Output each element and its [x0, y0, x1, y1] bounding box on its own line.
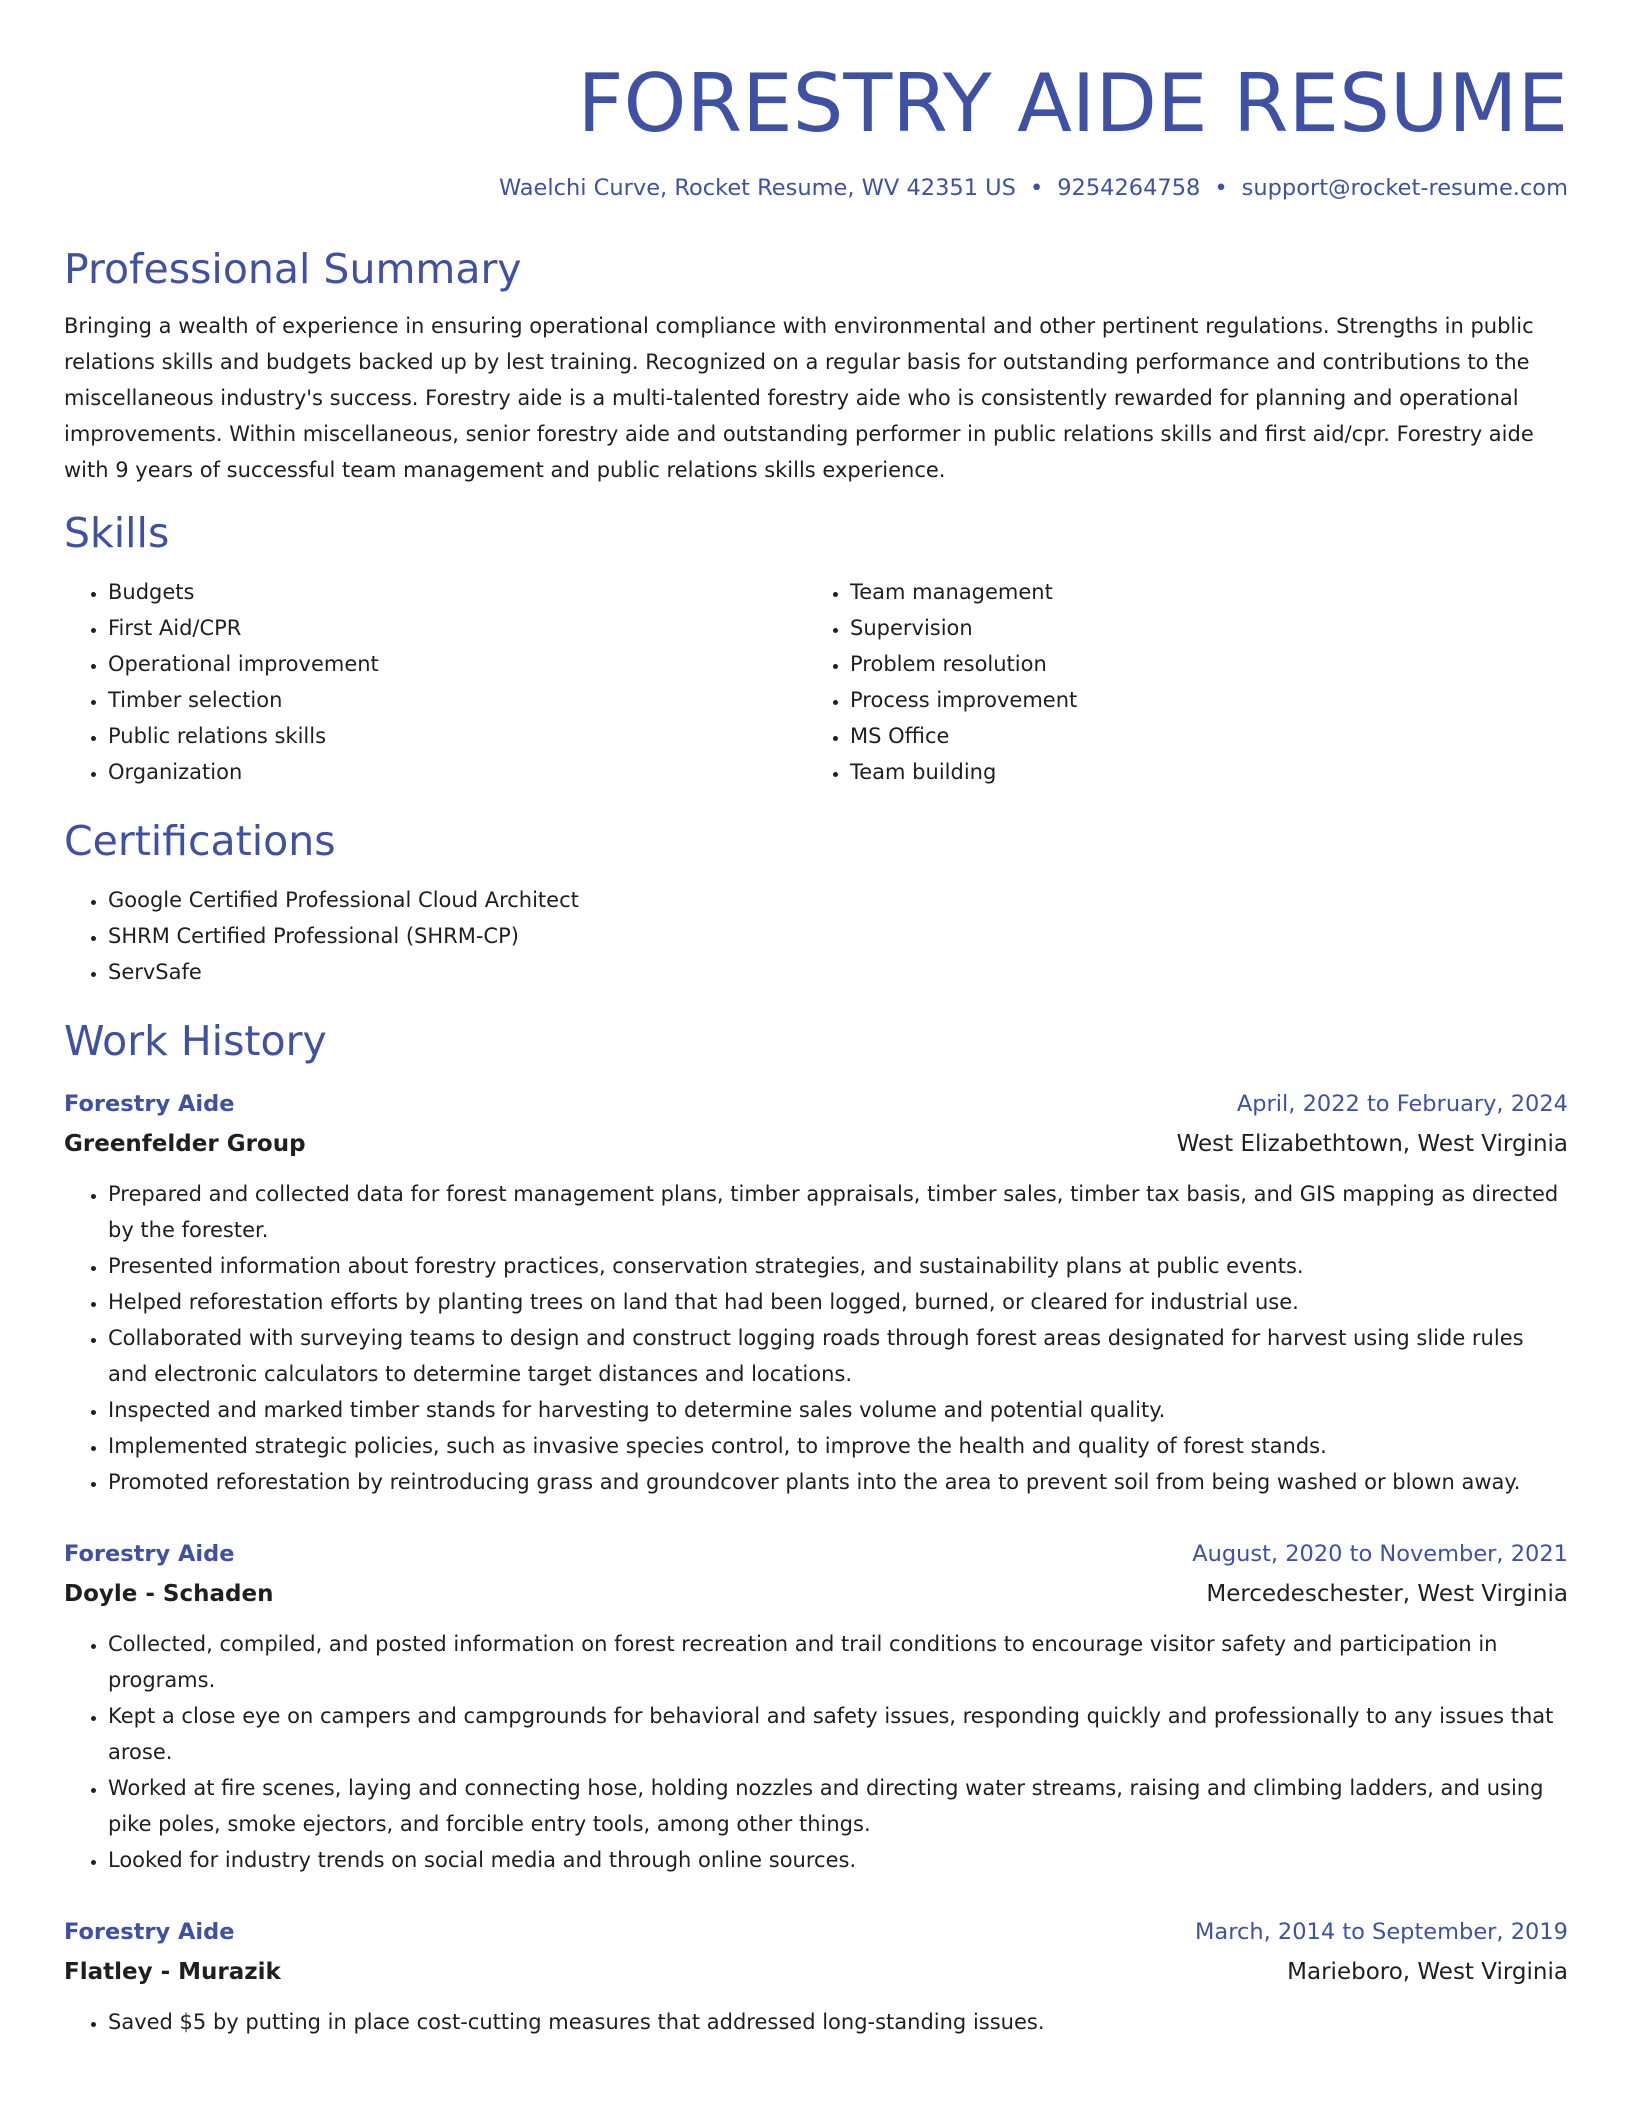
job-title: Forestry Aide [64, 1091, 235, 1117]
job-location: Mercedeschester, West Virginia [1206, 1581, 1568, 1607]
job-title: Forestry Aide [64, 1541, 235, 1567]
certification-item: • ServSafe [108, 954, 1568, 990]
job-company-row [64, 1124, 1568, 1164]
job-bullet: • Worked at fire scenes, laying and connecting hose, holding nozzles and directing water streams, raising and climbing ladders, and using pike poles, smoke ejectors, and forcible entry tools, among other things. [108, 1770, 1568, 1842]
job-location: West Elizabethtown, West Virginia [1176, 1131, 1568, 1157]
job-entry [64, 1084, 1568, 1500]
job-bullet: • Promoted reforestation by reintroducing grass and groundcover plants into the area to prevent soil from being washed or blown away. [108, 1464, 1568, 1500]
contact-line [64, 172, 1568, 204]
skill-item: • Supervision [850, 610, 1568, 646]
skill-item: • Timber selection [108, 682, 806, 718]
job-company: Greenfelder Group [64, 1131, 306, 1157]
skill-item: • Budgets [108, 574, 806, 610]
job-bullet: • Prepared and collected data for forest management plans, timber appraisals, timber sales, timber tax basis, and GIS mapping as directed by the forester. [108, 1176, 1568, 1248]
job-bullet: • Saved $5 by putting in place cost-cutting measures that addressed long-standing issues. [108, 2004, 1568, 2040]
job-title: Forestry Aide [64, 1919, 235, 1945]
job-dates: March, 2014 to September, 2019 [1195, 1919, 1568, 1945]
contact-address: Waelchi Curve, Rocket Resume, WV 42351 US [498, 175, 1016, 201]
skill-item: • Problem resolution [850, 646, 1568, 682]
resume-page [64, 0, 1568, 2040]
job-bullet: • Looked for industry trends on social media and through online sources. [108, 1842, 1568, 1878]
job-company-row [64, 1952, 1568, 1992]
skills-list-left [64, 574, 806, 790]
skills-grid [64, 574, 1568, 790]
skills-heading: Skills [64, 509, 170, 557]
job-bullet: • Presented information about forestry practices, conservation strategies, and sustainability plans at public events. [108, 1248, 1568, 1284]
job-bullets [64, 1176, 1568, 1500]
job-bullet: • Collected, compiled, and posted information on forest recreation and trail conditions to encourage visitor safety and participation in programs. [108, 1626, 1568, 1698]
job-bullet: • Inspected and marked timber stands for harvesting to determine sales volume and potential quality. [108, 1392, 1568, 1428]
job-bullet: • Collaborated with surveying teams to design and construct logging roads through forest areas designated for harvest using slide rules and electronic calculators to determine target distances and locations. [108, 1320, 1568, 1392]
certifications-heading: Certifications [64, 817, 336, 865]
skill-item: • Process improvement [850, 682, 1568, 718]
job-company: Flatley - Murazik [64, 1959, 281, 1985]
job-title-row [64, 1084, 1568, 1124]
contact-email: support@rocket-resume.com [1241, 175, 1568, 201]
resume-title: FORESTRY AIDE RESUME [577, 57, 1568, 150]
job-bullet: • Implemented strategic policies, such as invasive species control, to improve the health and quality of forest stands. [108, 1428, 1568, 1464]
job-entry [64, 1912, 1568, 2040]
job-bullets [64, 1626, 1568, 1878]
job-dates: August, 2020 to November, 2021 [1192, 1541, 1568, 1567]
job-title-row [64, 1534, 1568, 1574]
summary-heading: Professional Summary [64, 245, 522, 293]
certification-item: • Google Certified Professional Cloud Architect [108, 882, 1568, 918]
job-location: Marieboro, West Virginia [1287, 1959, 1568, 1985]
job-bullets [64, 2004, 1568, 2040]
skill-item: • Team building [850, 754, 1568, 790]
skill-item: • MS Office [850, 718, 1568, 754]
job-company: Doyle - Schaden [64, 1581, 274, 1607]
summary-text: Bringing a wealth of experience in ensuring operational compliance with environmental and other pertinent regulations. Strengths in public relations skills and budgets backed up by lest training. Recognized on a regular basis for outstanding performance and contributions to the miscellaneous industry's success. Forestry aide is a multi-talented forestry aide who is consistently rewarded for planning and operational improvements. Within miscellaneous, senior forestry aide and outstanding performer in public relations skills and first aid/cpr. Forestry aide with 9 years of successful team management and public relations skills experience. [64, 314, 1534, 482]
job-company-row [64, 1574, 1568, 1614]
job-bullet: • Kept a close eye on campers and campgrounds for behavioral and safety issues, responding quickly and professionally to any issues that arose. [108, 1698, 1568, 1770]
skill-item: • Team management [850, 574, 1568, 610]
skill-item: • Public relations skills [108, 718, 806, 754]
job-entry [64, 1534, 1568, 1878]
job-dates: April, 2022 to February, 2024 [1236, 1091, 1568, 1117]
job-title-row [64, 1912, 1568, 1952]
contact-separator: • [1214, 175, 1228, 201]
work-history-heading: Work History [64, 1017, 327, 1065]
contact-phone: 9254264758 [1057, 175, 1201, 201]
job-bullet: • Helped reforestation efforts by planting trees on land that had been logged, burned, or cleared for industrial use. [108, 1284, 1568, 1320]
skill-item: • First Aid/CPR [108, 610, 806, 646]
skill-item: • Operational improvement [108, 646, 806, 682]
skills-list-right [806, 574, 1568, 790]
certifications-list [64, 882, 1568, 990]
skill-item: • Organization [108, 754, 806, 790]
contact-separator: • [1029, 175, 1044, 201]
certification-item: • SHRM Certified Professional (SHRM-CP) [108, 918, 1568, 954]
